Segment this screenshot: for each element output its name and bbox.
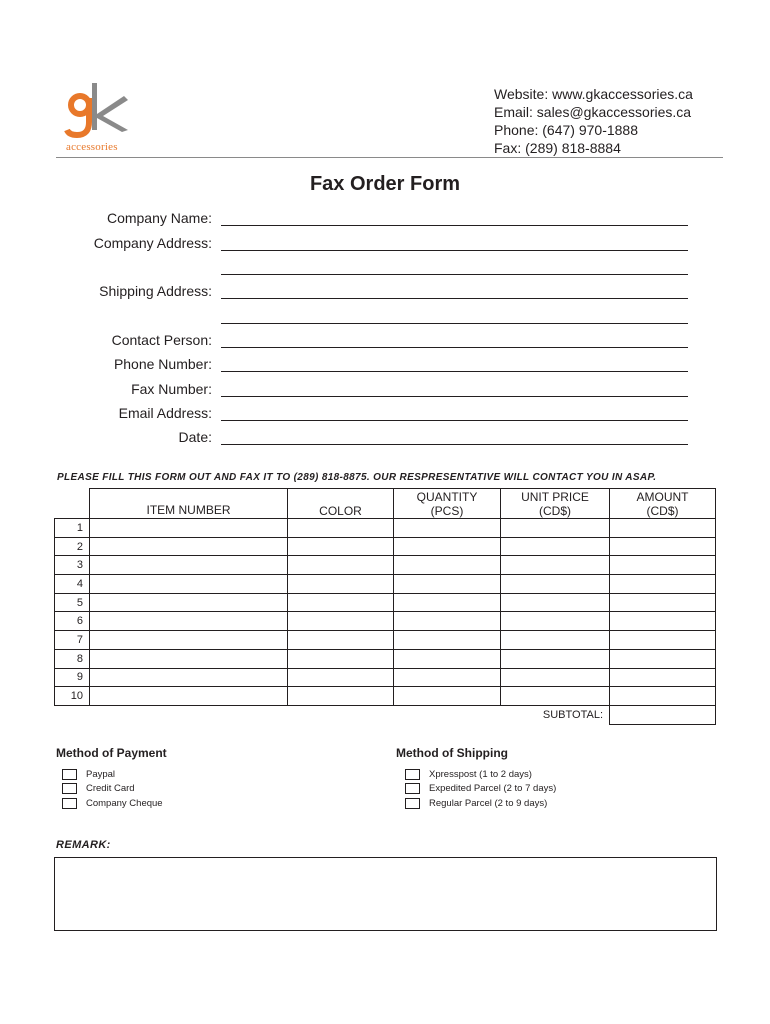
subtotal-spacer: [394, 705, 501, 724]
amount-cell[interactable]: [610, 631, 716, 650]
row-number: 8: [55, 649, 90, 668]
field-input-line[interactable]: [221, 225, 688, 226]
item-cell[interactable]: [90, 519, 288, 538]
color-cell[interactable]: [288, 519, 394, 538]
item-cell[interactable]: [90, 537, 288, 556]
subtotal-spacer: [55, 705, 90, 724]
quantity-cell[interactable]: [394, 649, 501, 668]
shipping-section: [396, 746, 556, 811]
row-number: 4: [55, 575, 90, 594]
unit-price-cell[interactable]: [501, 631, 610, 650]
shipping-options: [405, 767, 556, 811]
item-cell[interactable]: [90, 668, 288, 687]
field-label: Date:: [178, 429, 212, 445]
field-input-line[interactable]: [221, 347, 688, 348]
field-input-line[interactable]: [221, 274, 688, 275]
shipping-option[interactable]: [405, 782, 556, 797]
shipping-option[interactable]: [405, 767, 556, 782]
row-number: 5: [55, 593, 90, 612]
color-cell[interactable]: [288, 631, 394, 650]
amount-cell[interactable]: [610, 687, 716, 706]
payment-option[interactable]: [62, 767, 167, 782]
field-input-line[interactable]: [221, 323, 688, 324]
checkbox[interactable]: [405, 798, 420, 809]
amount-cell[interactable]: [610, 612, 716, 631]
table-row: [55, 668, 716, 687]
fax-instructions: PLEASE FILL THIS FORM OUT AND FAX IT TO (289) 818-8875. OUR RESPRESENTATIVE WILL CONTACT YOU IN ASAP.: [57, 472, 657, 483]
quantity-cell[interactable]: [394, 687, 501, 706]
checkbox[interactable]: [62, 769, 77, 780]
contact-info: [494, 85, 693, 157]
amount-cell[interactable]: [610, 668, 716, 687]
order-table: [54, 488, 716, 725]
color-cell[interactable]: [288, 593, 394, 612]
checkbox[interactable]: [62, 783, 77, 794]
row-number: 6: [55, 612, 90, 631]
color-cell[interactable]: [288, 612, 394, 631]
field-label: Shipping Address:: [99, 283, 212, 299]
quantity-cell[interactable]: [394, 519, 501, 538]
website-text: Website: www.gkaccessories.ca: [494, 86, 693, 102]
email-text: Email: sales@gkaccessories.ca: [494, 104, 692, 120]
unit-price-cell[interactable]: [501, 649, 610, 668]
quantity-cell[interactable]: [394, 556, 501, 575]
amount-cell[interactable]: [610, 575, 716, 594]
gk-logo-icon: [62, 80, 142, 142]
unit-price-cell[interactable]: [501, 556, 610, 575]
item-cell[interactable]: [90, 649, 288, 668]
remark-label: REMARK:: [56, 839, 111, 851]
fax-text: Fax: (289) 818-8884: [494, 140, 621, 156]
payment-option[interactable]: [62, 796, 167, 811]
checkbox[interactable]: [405, 769, 420, 780]
item-cell[interactable]: [90, 593, 288, 612]
field-input-line[interactable]: [221, 298, 688, 299]
subtotal-row: [55, 705, 716, 724]
header-item-number: ITEM NUMBER: [90, 489, 288, 519]
table-row: [55, 593, 716, 612]
quantity-cell[interactable]: [394, 668, 501, 687]
table-row: [55, 612, 716, 631]
row-number: 2: [55, 537, 90, 556]
row-number: 7: [55, 631, 90, 650]
row-number: 1: [55, 519, 90, 538]
item-cell[interactable]: [90, 612, 288, 631]
company-logo: [62, 80, 142, 158]
field-label: Contact Person:: [111, 332, 212, 348]
item-cell[interactable]: [90, 631, 288, 650]
color-cell[interactable]: [288, 687, 394, 706]
quantity-cell[interactable]: [394, 631, 501, 650]
page-title: Fax Order Form: [309, 173, 461, 195]
item-cell[interactable]: [90, 575, 288, 594]
field-input-line[interactable]: [221, 420, 688, 421]
row-number: 3: [55, 556, 90, 575]
field-label: Company Address:: [93, 235, 212, 251]
amount-cell[interactable]: [610, 649, 716, 668]
color-cell[interactable]: [288, 649, 394, 668]
color-cell[interactable]: [288, 575, 394, 594]
item-cell[interactable]: [90, 687, 288, 706]
quantity-cell[interactable]: [394, 612, 501, 631]
field-input-line[interactable]: [221, 396, 688, 397]
amount-cell[interactable]: [610, 556, 716, 575]
header-unit-price: UNIT PRICE (CD$): [501, 489, 610, 519]
unit-price-cell[interactable]: [501, 519, 610, 538]
payment-option-label: Credit Card: [86, 783, 135, 795]
table-header-row: [55, 489, 716, 519]
table-row: [55, 537, 716, 556]
shipping-option-label: Xpresspost (1 to 2 days): [429, 768, 532, 780]
payment-option-label: Paypal: [86, 768, 116, 780]
header-quantity: QUANTITY (PCS): [394, 489, 501, 519]
amount-cell[interactable]: [610, 537, 716, 556]
shipping-option-label: Regular Parcel (2 to 9 days): [429, 797, 548, 809]
table-row: [55, 687, 716, 706]
shipping-title: Method of Shipping: [396, 746, 508, 760]
amount-cell[interactable]: [610, 519, 716, 538]
payment-title: Method of Payment: [56, 746, 167, 760]
quantity-cell[interactable]: [394, 575, 501, 594]
quantity-cell[interactable]: [394, 537, 501, 556]
header-divider: [56, 157, 723, 158]
unit-price-cell[interactable]: [501, 612, 610, 631]
table-row: [55, 649, 716, 668]
field-input-line[interactable]: [221, 371, 688, 372]
checkbox[interactable]: [405, 783, 420, 794]
header-amount: AMOUNT (CD$): [610, 489, 716, 519]
subtotal-cell[interactable]: [610, 705, 716, 724]
color-cell[interactable]: [288, 668, 394, 687]
field-label: Company Name:: [106, 210, 212, 226]
amount-cell[interactable]: [610, 593, 716, 612]
phone-text: Phone: (647) 970-1888: [494, 122, 638, 138]
payment-option[interactable]: [62, 782, 167, 797]
unit-price-cell[interactable]: [501, 687, 610, 706]
subtotal-label: SUBTOTAL:: [501, 705, 610, 724]
table-row: [55, 519, 716, 538]
shipping-option[interactable]: [405, 796, 556, 811]
table-row: [55, 631, 716, 650]
remark-textarea[interactable]: [54, 857, 717, 931]
row-number: 9: [55, 668, 90, 687]
payment-section: [56, 746, 167, 811]
header-color: COLOR: [288, 489, 394, 519]
table-row: [55, 556, 716, 575]
field-label: Fax Number:: [131, 381, 212, 397]
unit-price-cell[interactable]: [501, 668, 610, 687]
item-cell[interactable]: [90, 556, 288, 575]
field-label: Phone Number:: [113, 356, 212, 372]
subtotal-spacer: [288, 705, 394, 724]
color-cell[interactable]: [288, 537, 394, 556]
header-blank-cell: [55, 489, 90, 519]
color-cell[interactable]: [288, 556, 394, 575]
subtotal-spacer: [90, 705, 288, 724]
payment-option-label: Company Cheque: [86, 797, 163, 809]
field-input-line[interactable]: [221, 444, 688, 445]
logo-wordmark: accessories: [66, 141, 118, 153]
shipping-option-label: Expedited Parcel (2 to 7 days): [429, 783, 557, 795]
checkbox[interactable]: [62, 798, 77, 809]
quantity-cell[interactable]: [394, 593, 501, 612]
payment-options: [62, 767, 167, 811]
row-number: 10: [55, 687, 90, 706]
table-row: [55, 575, 716, 594]
field-input-line[interactable]: [221, 250, 688, 251]
unit-price-cell[interactable]: [501, 537, 610, 556]
field-label: Email Address:: [118, 405, 212, 421]
unit-price-cell[interactable]: [501, 593, 610, 612]
unit-price-cell[interactable]: [501, 575, 610, 594]
